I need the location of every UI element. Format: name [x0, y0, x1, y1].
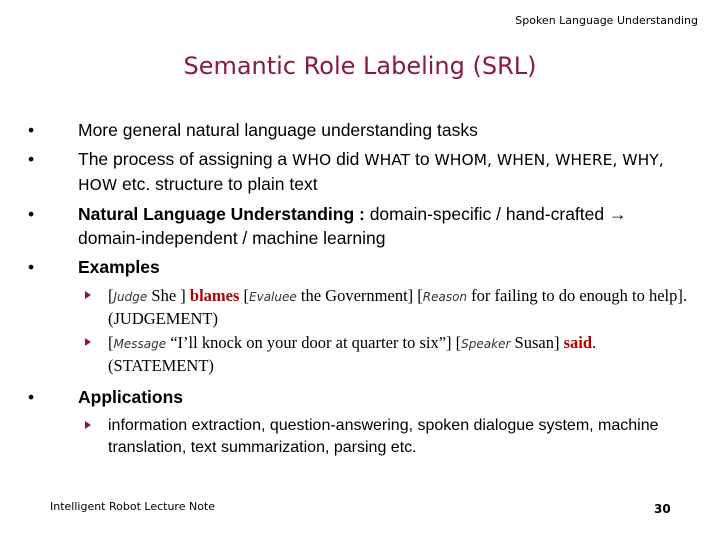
what-label: WHAT [364, 151, 411, 169]
bullet-process [28, 147, 688, 197]
who-label: WHO [292, 151, 332, 169]
slide-content [28, 118, 688, 459]
example-text: She ] [147, 286, 186, 305]
example-judgement [28, 285, 688, 330]
footer-note: Intelligent Robot Lecture Note [50, 500, 216, 513]
role-judge: Judge [113, 290, 148, 304]
predicate-said: said [563, 333, 593, 352]
example-text: for failing to do enough to help]. (JUDGEMENT) [108, 286, 688, 328]
bracket: [ [108, 333, 114, 352]
applications-list [28, 415, 688, 459]
predicate-blames: blames [189, 286, 240, 305]
bracket: [ [239, 286, 250, 305]
role-speaker: Speaker [461, 337, 511, 351]
bullet-dot-icon: • [28, 149, 35, 169]
bullet-dot-icon: • [28, 204, 35, 224]
bullet-dot-icon: • [28, 257, 35, 277]
triangle-bullet-icon [85, 291, 91, 299]
slide-title: Semantic Role Labeling (SRL) [183, 52, 537, 80]
bullet-text: The process of assigning a [78, 149, 293, 169]
bullet-applications [28, 385, 688, 409]
bullet-text: did [331, 149, 365, 169]
triangle-bullet-icon [85, 338, 91, 346]
bullet-text: More general natural language understanding tasks [78, 120, 478, 140]
example-statement [28, 332, 688, 377]
bullet-general-tasks [28, 118, 688, 142]
role-reason: Reason [422, 290, 468, 304]
bullet-text: etc. structure to plain text [117, 174, 318, 194]
page-number: 30 [654, 502, 671, 516]
bullet-dot-icon: • [28, 387, 35, 407]
role-message: Message [113, 337, 167, 351]
examples-heading: Examples [78, 257, 160, 277]
bracket: [ [108, 286, 114, 305]
slide-header: Spoken Language Understanding [515, 14, 698, 27]
bullet-dot-icon: • [28, 120, 35, 140]
bullet-text: domain-specific / hand-crafted → domain-independent / machine learning [78, 204, 627, 248]
example-text: Susan] [510, 333, 560, 352]
wh-labels: WHOM, WHEN, WHERE, WHY, HOW [78, 151, 664, 194]
bullet-text: to [410, 149, 435, 169]
example-text: . (STATEMENT) [108, 333, 597, 375]
bullet-examples [28, 255, 688, 279]
bullet-nlu [28, 202, 688, 250]
example-text: the Government] [ [296, 286, 423, 305]
nlu-heading: Natural Language Understanding : [78, 204, 365, 224]
example-text: “I’ll knock on your door at quarter to six”] [ [166, 333, 462, 352]
triangle-bullet-icon [85, 421, 91, 429]
applications-heading: Applications [78, 387, 184, 407]
applications-text: information extraction, question-answering, spoken dialogue system, machine translation, text summarization, parsing etc. [108, 417, 659, 456]
role-evaluee: Evaluee [249, 290, 297, 304]
